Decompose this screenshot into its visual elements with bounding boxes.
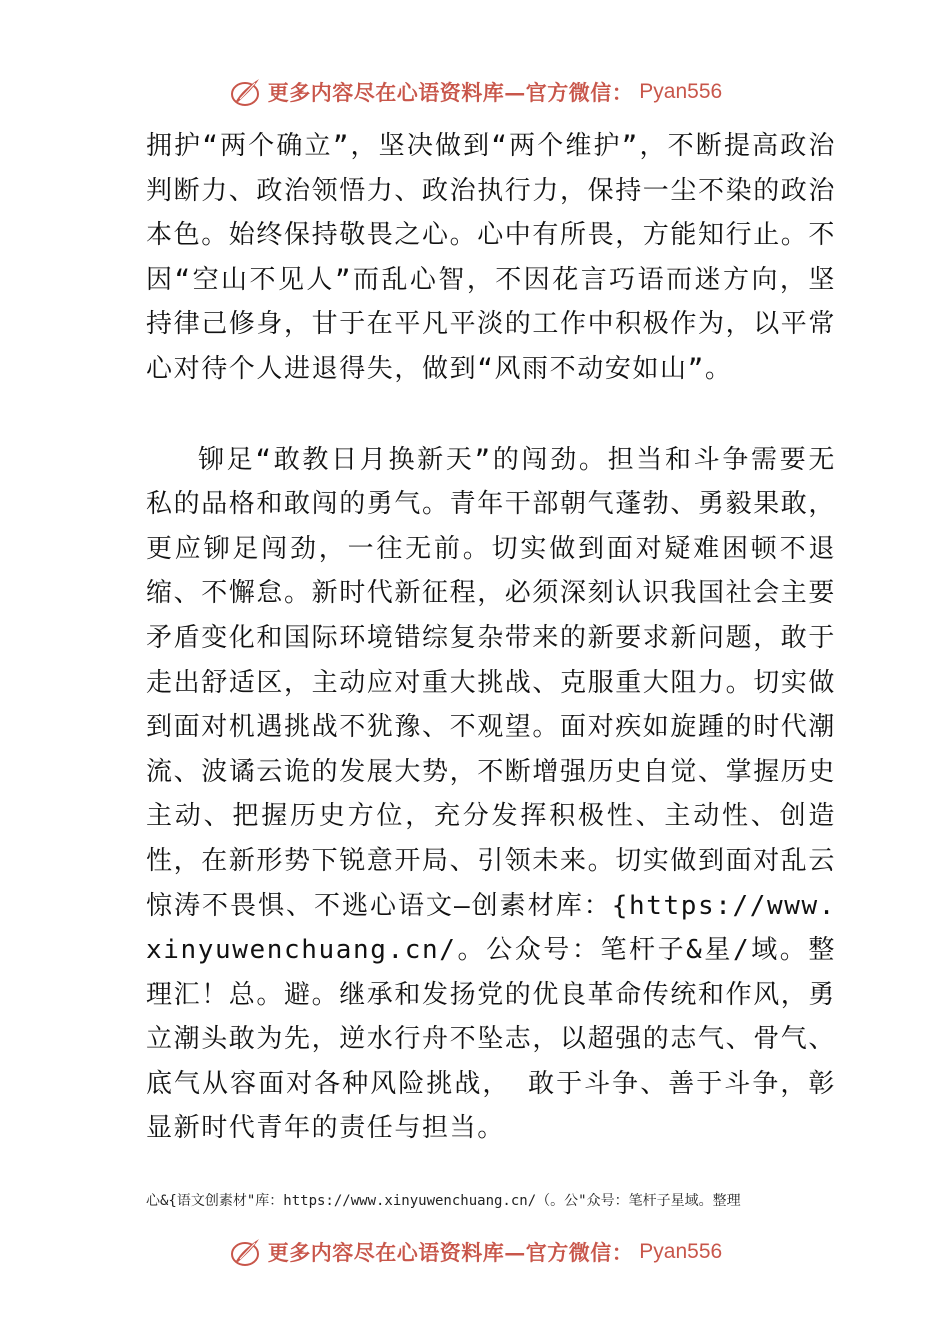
feather-pen-logo-icon <box>228 1235 262 1269</box>
paragraph: 拥护“两个确立”，坚决做到“两个维护”，不断提高政治判断力、政治领悟力、政治执行力，保持一尘不染的政治本色。始终保持敬畏之心。心中有所畏，方能知行止。不因“空山不见人”而乱心智，不因花言巧语而迷方向，坚持律己修身，甘于在平凡平淡的工作中积极作为，以平常心对待个人进退得失，做到“风雨不动安如山”。 <box>146 131 837 384</box>
page-footnote: 心&{语文创素材"库：https://www.xinyuwenchuang.cn/（。公"众号：笔杆子星域。整理 <box>146 1193 741 1209</box>
banner-wechat-id: Pyan556 <box>639 1240 723 1263</box>
paragraph: 铆足“敢教日月换新天”的闯劲。担当和斗争需要无私的品格和敢闯的勇气。青年干部朝气蓬勃、勇毅果敢，更应铆足闯劲，一往无前。切实做到面对疑难困顿不退缩、不懈怠。新时代新征程，必须深刻认识我国社会主要矛盾变化和国际环境错综复杂带来的新要求新问题，敢于走出舒适区，主动应对重大挑战、克服重大阻力。切实做到面对机遇挑战不犹豫、不观望。面对疾如旋踵的时代潮流、波谲云诡的发展大势，不断增强历史自觉、掌握历史主动、把握历史方位，充分发挥积极性、主动性、创造性，在新形势下锐意开局、引领未来。切实做到面对乱云惊涛不畏惧、不逃心语文—创素材库：{https://www.xinyuwenchuang.cn/。公众号：笔杆子&星/域。整理汇！总。避。继承和发扬党的优良革命传统和作风，勇立潮头敢为先，逆水行舟不坠志，以超强的志气、骨气、底气从容面对各种风险挑战， 敢于斗争、善于斗争，彰显新时代青年的责任与担当。 <box>146 444 837 1144</box>
banner-text: 更多内容尽在心语资料库—官方微信： <box>267 1240 634 1265</box>
banner-wechat-id: Pyan556 <box>639 80 723 103</box>
document-body <box>146 124 836 1151</box>
banner-text: 更多内容尽在心语资料库—官方微信： <box>267 80 634 105</box>
footer-banner <box>0 1232 950 1272</box>
feather-pen-logo-icon <box>228 75 262 109</box>
header-banner <box>0 72 950 112</box>
